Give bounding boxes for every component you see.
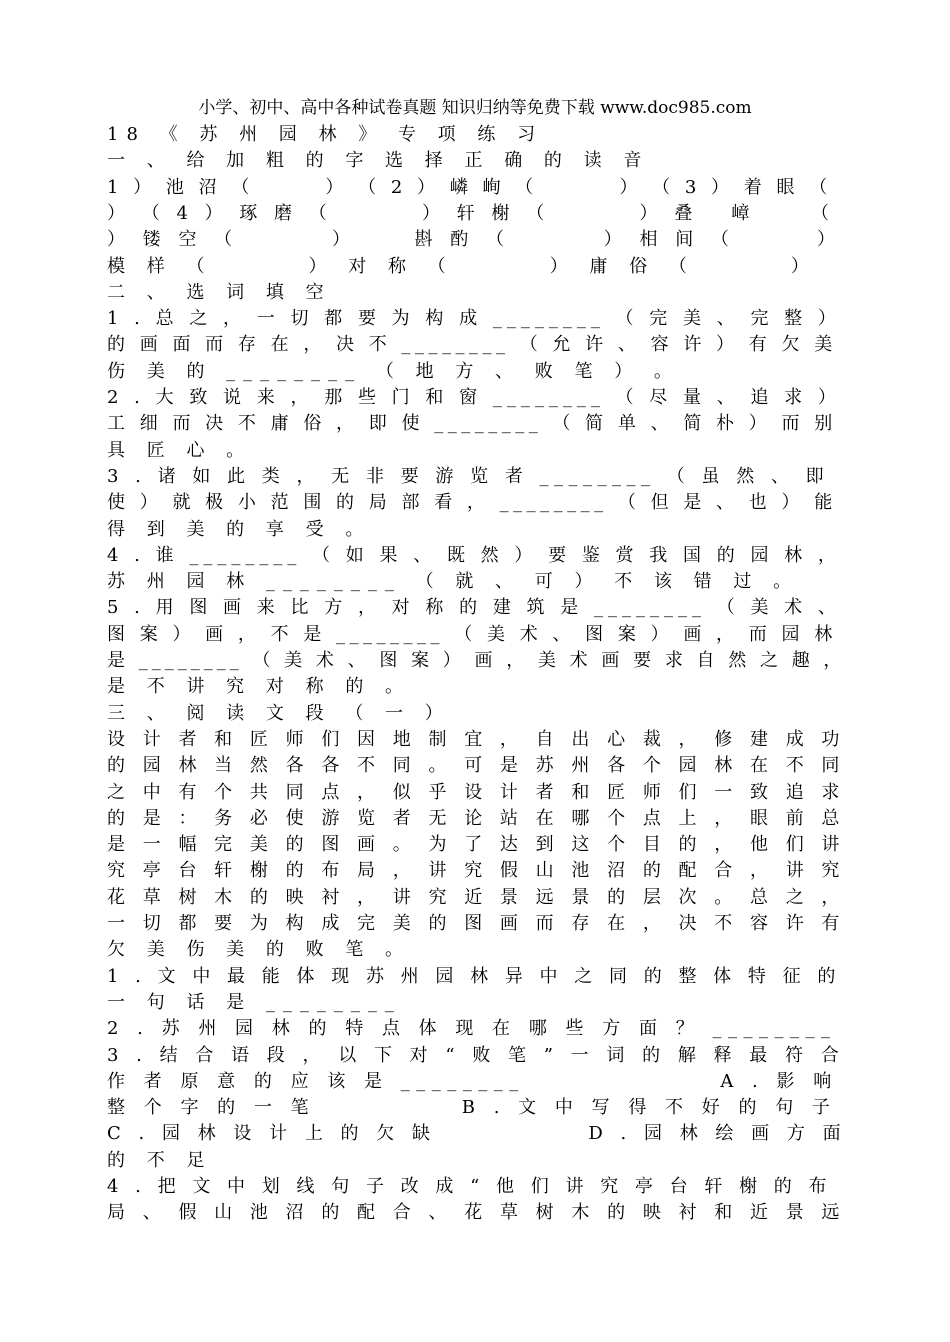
text-line: 一 、 给 加 粗 的 字 选 择 正 确 的 读 音 <box>107 150 650 172</box>
text-line: ） （ 4 ） 琢 磨 （ ） 轩 榭 （ ） 叠 嶂 （ <box>107 202 835 224</box>
text-line: 设 计 者 和 匠 师 们 因 地 制 宜 ， 自 出 心 裁 ， 修 建 成 功 <box>107 728 846 750</box>
text-line: 具 匠 心 。 <box>107 439 253 461</box>
text-line: 是 一 幅 完 美 的 图 画 。 为 了 达 到 这 个 目 的 ， 他 们 讲 <box>107 834 846 856</box>
text-line: 欠 美 伤 美 的 败 笔 。 <box>107 939 412 961</box>
text-line: 花 草 树 木 的 映 衬 ， 讲 究 近 景 远 景 的 层 次 。 总 之 ， <box>107 886 846 908</box>
text-line: 3 . 结 合 语 段 ， 以 下 对 “ 败 笔 ” 一 词 的 解 释 最 符 合 <box>107 1044 845 1066</box>
text-line: 4 . 把 文 中 划 线 句 子 改 成 “ 他 们 讲 究 亭 台 轩 榭 的 布 <box>107 1176 833 1197</box>
text-line: 1 ） 池 沼 （ ） （ 2 ） 嶙 峋 （ ） （ 3 ） 着 眼 （ <box>107 176 832 198</box>
text-line: 模 样 （ ） 对 称 （ ） 庸 俗 （ ） <box>107 255 817 277</box>
text-line: 2 . 大 致 说 来 ， 那 些 门 和 窗 ________ （ 尽 量 、 追 求 ） <box>107 387 841 408</box>
text-line: ） 镂 空 （ ） 斟 酌 （ ） 相 间 （ ） <box>107 229 841 251</box>
text-line: 的 不 足 <box>107 1149 213 1171</box>
text-line: 的 是 ： 务 必 使 游 览 者 无 论 站 在 哪 个 点 上 ， 眼 前 总 <box>107 807 846 829</box>
text-line: 使 ） 就 极 小 范 围 的 局 部 看 ， ________ （ 但 是 、 也 ） 能 <box>107 492 837 514</box>
text-line: 局 、 假 山 池 沼 的 配 合 、 花 草 树 木 的 映 衬 和 近 景 远 <box>107 1202 846 1224</box>
text-line: 5 . 用 图 画 来 比 方 ， 对 称 的 建 筑 是 ________ （ 美 术 、 <box>107 597 841 619</box>
text-line: 整 个 字 的 一 笔 B . 文 中 写 得 不 好 的 句 子 <box>107 1097 837 1119</box>
text-line: 2 . 苏 州 园 林 的 特 点 体 现 在 哪 些 方 面 ？ ________ <box>107 1018 837 1040</box>
text-line: 3 . 诸 如 此 类 ， 无 非 要 游 览 者 ________ （ 虽 然 、 即 <box>107 465 830 487</box>
text-line: 是 不 讲 究 对 称 的 。 <box>107 676 412 698</box>
text-line: 是 ________ （ 美 术 、 图 案 ） 画 ， 美 术 画 要 求 自 然 之 趣 ， <box>107 650 846 671</box>
text-line: 的 园 林 当 然 各 各 不 同 。 可 是 苏 州 各 个 园 林 在 不 同 <box>107 755 846 777</box>
text-line: 之 中 有 个 共 同 点 ， 似 乎 设 计 者 和 匠 师 们 一 致 追 求 <box>107 781 846 803</box>
text-line: 究 亭 台 轩 榭 的 布 局 ， 讲 究 假 山 池 沼 的 配 合 ， 讲 究 <box>107 860 846 882</box>
text-line: 得 到 美 的 享 受 。 <box>107 518 372 540</box>
text-line: 一 句 话 是 ________ <box>107 991 402 1013</box>
text-line: 图 案 ） 画 ， 不 是 ________ （ 美 术 、 图 案 ） 画 ， 而 园 林 <box>107 623 837 645</box>
text-line: 4 . 谁 ________ （ 如 果 、 既 然 ） 要 鉴 赏 我 国 的 园 林 ， <box>107 544 841 566</box>
text-line: 的 画 面 而 存 在 ， 决 不 ________ （ 允 许 、 容 许 ） 有 欠 美 <box>107 334 837 356</box>
text-line: 三 、 阅 读 文 段 （ 一 ） <box>107 702 451 724</box>
text-line: C . 园 林 设 计 上 的 欠 缺 D . 园 林 绘 画 方 面 <box>107 1123 847 1145</box>
text-line: 18 《 苏 州 园 林 》 专 项 练 习 <box>107 124 544 145</box>
text-line: 作 者 原 意 的 应 该 是 ________ A . 影 响 <box>107 1070 838 1092</box>
text-line: 二 、 选 词 填 空 <box>107 281 332 303</box>
text-line: 伤 美 的 ________ （ 地 方 、 败 笔 ） 。 <box>107 360 680 382</box>
text-line: 工 细 而 决 不 庸 俗 ， 即 使 ________ （ 简 单 、 简 朴 ） 而 别 <box>107 413 837 435</box>
text-line: 1 . 总 之 ， 一 切 都 要 为 构 成 ________ （ 完 美 、 完 整 ） <box>107 308 841 330</box>
text-line: 苏 州 园 林 ________ （ 就 、 可 ） 不 该 错 过 。 <box>107 571 800 593</box>
text-line: 一 切 都 要 为 构 成 完 美 的 图 画 而 存 在 ， 决 不 容 许 有 <box>107 913 846 934</box>
text-line: 1 . 文 中 最 能 体 现 苏 州 园 林 异 中 之 同 的 整 体 特 征 的 <box>107 965 841 987</box>
page-header: 小学、初中、高中各种试卷真题 知识归纳等免费下载 www.doc985.com <box>198 98 752 118</box>
